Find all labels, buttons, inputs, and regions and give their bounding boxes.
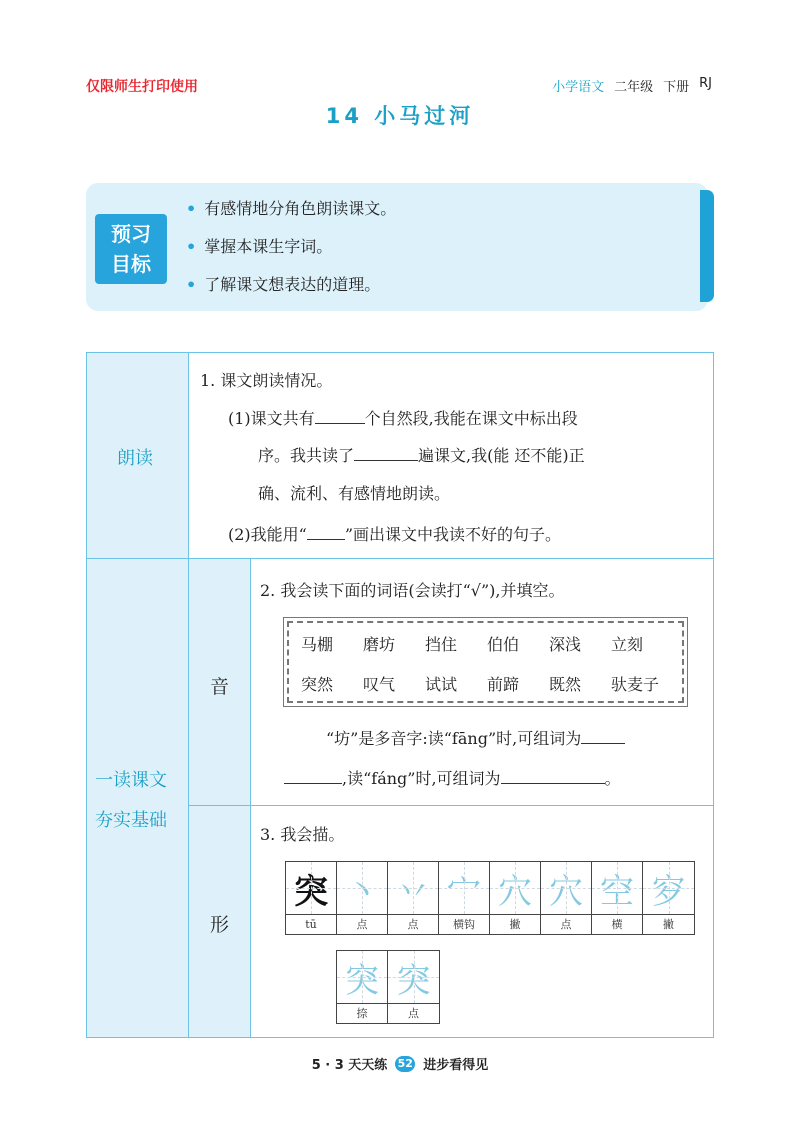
stroke-cell — [286, 862, 337, 934]
word-item[interactable]: 挡住 — [425, 635, 458, 654]
word-item[interactable]: 叹气 — [363, 675, 396, 694]
goals-badge — [95, 214, 167, 284]
basics-label-line1: 一读课文 — [95, 770, 167, 791]
goals-list — [186, 196, 396, 310]
q1-text: ”画出课文中我读不好的句子。 — [344, 525, 562, 544]
goal-item: • 了解课文想表达的道理。 — [186, 272, 396, 310]
stroke-label: 捺 — [337, 1003, 387, 1023]
basics-label-line2: 夯实基础 — [95, 810, 167, 831]
word-item[interactable]: 伯伯 — [487, 635, 520, 654]
stroke-label: 横钩 — [439, 914, 489, 934]
word-row-2 — [301, 672, 673, 695]
q1-part1-line2 — [258, 443, 585, 466]
stroke-grid-row2 — [336, 950, 440, 1024]
q2-title: 2. 我会读下面的词语(会读打“√”),并填空。 — [260, 581, 565, 600]
word-item[interactable]: 磨坊 — [363, 635, 396, 654]
stroke-cell — [490, 862, 541, 934]
stroke-cell — [592, 862, 643, 934]
stroke-cell — [643, 862, 694, 934]
q1-part1-line1 — [228, 406, 578, 429]
lesson-title: 14 小马过河 — [325, 104, 475, 128]
trace-char[interactable]: 突 — [337, 951, 387, 1003]
fang1-word-blank[interactable] — [581, 728, 625, 744]
page-footer — [0, 1054, 800, 1073]
stroke-label: 点 — [388, 1003, 439, 1023]
divider — [86, 558, 714, 559]
word-item[interactable]: 马棚 — [301, 635, 334, 654]
edition-label: RJ — [699, 76, 712, 91]
word-item[interactable]: 突然 — [301, 675, 334, 694]
badge-line2: 目标 — [111, 252, 151, 276]
divider — [188, 352, 189, 1038]
sound-label: 音 — [210, 676, 230, 698]
polyphone-line2 — [284, 766, 621, 789]
stroke-label: 点 — [388, 914, 438, 934]
sub-column — [189, 559, 250, 1037]
goal-item: • 有感情地分角色朗读课文。 — [186, 196, 396, 234]
read-count-blank[interactable] — [354, 445, 418, 461]
trace-char[interactable]: 穴 — [490, 862, 540, 914]
q1-text: (2)我能用“ — [228, 525, 307, 544]
print-notice: 仅限师生打印使用 — [86, 79, 198, 95]
stroke-cell — [388, 951, 439, 1023]
stroke-grid-row1 — [285, 861, 695, 935]
reading-label: 朗读 — [117, 448, 153, 469]
stroke-label: 撇 — [490, 914, 540, 934]
q1-part2 — [228, 522, 561, 545]
polyphone-line1 — [326, 726, 625, 749]
grade-label: 二年级 — [614, 80, 654, 95]
preview-goals-panel — [86, 183, 708, 311]
q1-text: 遍课文,我(能 还不能)正 — [418, 446, 585, 465]
trace-char[interactable]: 空 — [592, 862, 642, 914]
q1-text: 个自然段,我能在课文中标出段 — [364, 409, 578, 428]
volume-label: 下册 — [663, 80, 690, 95]
fang1-word-blank-cont[interactable] — [284, 768, 342, 784]
stroke-label: 点 — [337, 914, 387, 934]
char-tu: 突 — [286, 862, 336, 914]
q1-title: 1. 课文朗读情况。 — [200, 371, 333, 390]
book-info — [552, 76, 712, 95]
paragraph-count-blank[interactable] — [315, 408, 365, 424]
trace-char[interactable]: 丶 — [337, 862, 387, 914]
brand-label: 5 · 3 天天练 — [311, 1058, 388, 1073]
mark-symbol-blank[interactable] — [307, 524, 345, 540]
page-number: 52 — [395, 1056, 415, 1072]
trace-char[interactable]: 突 — [388, 951, 439, 1003]
word-item[interactable]: 试试 — [425, 675, 458, 694]
stroke-label: 横 — [592, 914, 642, 934]
q3-title: 3. 我会描。 — [260, 825, 345, 844]
goals-accent-bar — [700, 190, 714, 302]
divider — [188, 805, 714, 806]
word-item[interactable]: 前蹄 — [487, 675, 520, 694]
fang2-word-blank[interactable] — [501, 768, 605, 784]
stroke-cell — [388, 862, 439, 934]
trace-char[interactable]: 丷 — [388, 862, 438, 914]
q2-text: ,读“fáng”时,可组词为 — [342, 769, 501, 788]
slogan-label: 进步看得见 — [423, 1058, 489, 1073]
q1-part1-line3: 确、流利、有感情地朗读。 — [258, 484, 451, 503]
trace-char[interactable]: 穴 — [541, 862, 591, 914]
stroke-cell — [439, 862, 490, 934]
divider — [250, 558, 251, 1038]
word-item[interactable]: 立刻 — [611, 635, 644, 654]
shape-label: 形 — [210, 914, 230, 936]
word-item[interactable]: 深浅 — [549, 635, 582, 654]
badge-line1: 预习 — [111, 222, 151, 246]
goal-item: • 掌握本课生字词。 — [186, 234, 396, 272]
word-item[interactable]: 驮麦子 — [611, 675, 660, 694]
word-item[interactable]: 既然 — [549, 675, 582, 694]
trace-char[interactable]: 宀 — [439, 862, 489, 914]
q2-text: “坊”是多音字:读“fāng”时,可组词为 — [326, 729, 582, 748]
stroke-label: 撇 — [643, 914, 694, 934]
stroke-cell — [337, 951, 388, 1023]
q1-text: (1)课文共有 — [228, 409, 315, 428]
trace-char[interactable]: 穸 — [643, 862, 694, 914]
stroke-cell — [541, 862, 592, 934]
word-row-1 — [301, 632, 673, 655]
stroke-cell — [337, 862, 388, 934]
subject-label: 小学语文 — [552, 80, 605, 95]
pinyin-label: tū — [286, 914, 336, 934]
q1-text: 序。我共读了 — [258, 446, 355, 465]
stroke-label: 点 — [541, 914, 591, 934]
q2-text: 。 — [604, 769, 621, 788]
